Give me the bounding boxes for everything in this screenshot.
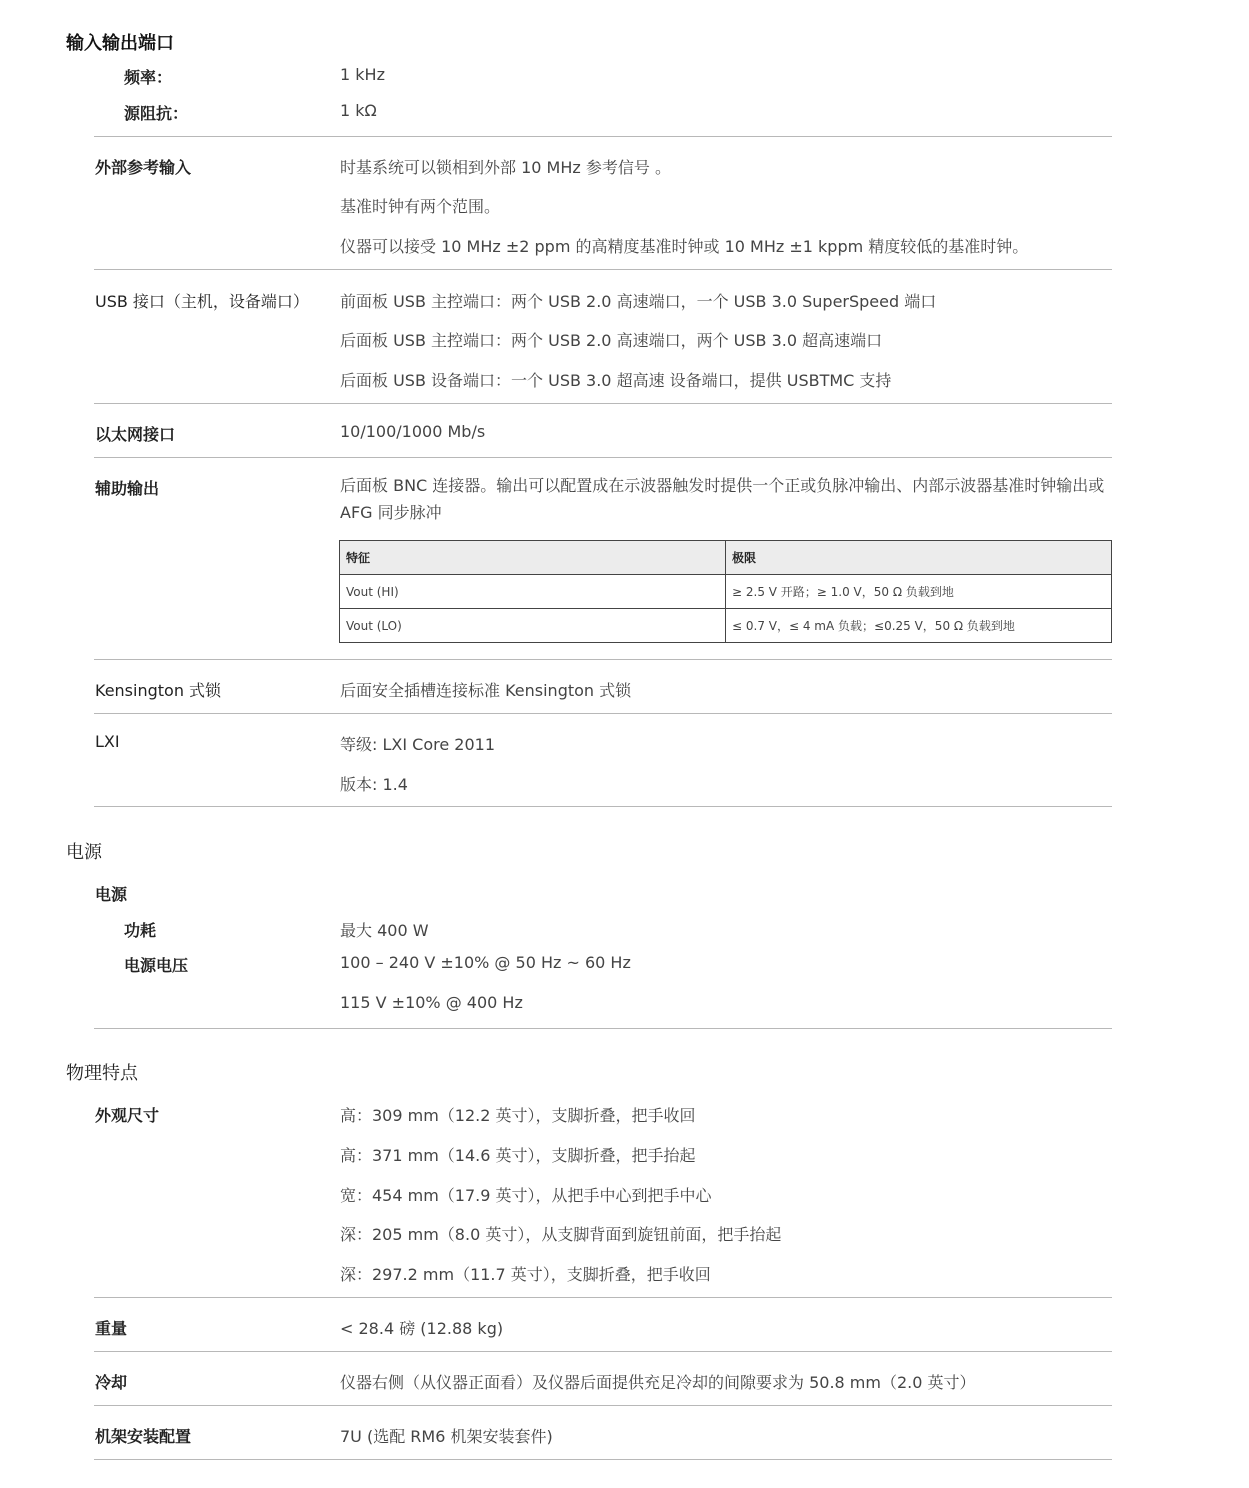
divider — [94, 269, 1112, 270]
ethernet-label: 以太网接口 — [95, 425, 176, 444]
power-subheading: 电源 — [95, 885, 128, 904]
dimension-line: 深：297.2 mm（11.7 英寸），支脚折叠，把手收回 — [340, 1265, 711, 1284]
lxi-line: 等级: LXI Core 2011 — [340, 735, 495, 754]
divider — [94, 1028, 1112, 1029]
consumption-label: 功耗 — [124, 921, 157, 940]
frequency-label: 频率： — [124, 68, 173, 87]
ext-ref-line: 基准时钟有两个范围。 — [340, 197, 501, 216]
io-heading: 输入输出端口 — [66, 33, 174, 54]
dimension-line: 宽：454 mm（17.9 英寸），从把手中心到把手中心 — [340, 1186, 712, 1205]
lxi-line: 版本: 1.4 — [340, 775, 408, 794]
table-cell: Vout (HI) — [340, 575, 726, 609]
table-header-feature: 特征 — [340, 541, 726, 575]
table-row — [340, 609, 1112, 643]
table-cell: ≥ 2.5 V 开路；≥ 1.0 V，50 Ω 负载到地 — [726, 575, 1112, 609]
weight-value: < 28.4 磅 (12.88 kg) — [340, 1319, 504, 1338]
divider — [94, 1351, 1112, 1352]
table-cell: Vout (LO) — [340, 609, 726, 643]
aux-limits-table — [339, 540, 1112, 643]
rack-value: 7U (选配 RM6 机架安装套件) — [340, 1427, 553, 1446]
impedance-value: 1 kΩ — [340, 101, 377, 120]
cooling-label: 冷却 — [95, 1373, 128, 1392]
frequency-value: 1 kHz — [340, 65, 385, 84]
table-cell: ≤ 0.7 V，≤ 4 mA 负载；≤0.25 V，50 Ω 负载到地 — [726, 609, 1112, 643]
kensington-label: Kensington 式锁 — [95, 681, 222, 700]
aux-label: 辅助输出 — [95, 479, 160, 498]
dimension-line: 高：309 mm（12.2 英寸），支脚折叠，把手收回 — [340, 1106, 696, 1125]
divider — [94, 806, 1112, 807]
divider — [94, 1459, 1112, 1460]
usb-line: 后面板 USB 设备端口：一个 USB 3.0 超高速 设备端口，提供 USBTMC 支持 — [340, 371, 892, 390]
divider — [94, 136, 1112, 137]
rack-label: 机架安装配置 — [95, 1427, 192, 1446]
voltage-line: 100 – 240 V ±10% @ 50 Hz ~ 60 Hz — [340, 953, 631, 972]
physical-section-heading: 物理特点 — [66, 1063, 138, 1084]
ethernet-value: 10/100/1000 Mb/s — [340, 422, 486, 441]
table-header-limit: 极限 — [726, 541, 1112, 575]
ext-ref-label: 外部参考输入 — [95, 158, 192, 177]
usb-line: 前面板 USB 主控端口：两个 USB 2.0 高速端口，一个 USB 3.0 SuperSpeed 端口 — [340, 292, 937, 311]
divider — [94, 659, 1112, 660]
kensington-value: 后面安全插槽连接标准 Kensington 式锁 — [340, 681, 632, 700]
dimension-line: 高：371 mm（14.6 英寸），支脚折叠，把手抬起 — [340, 1146, 696, 1165]
weight-label: 重量 — [95, 1319, 128, 1338]
dimensions-label: 外观尺寸 — [95, 1106, 160, 1125]
dimension-line: 深：205 mm（8.0 英寸），从支脚背面到旋钮前面，把手抬起 — [340, 1225, 782, 1244]
consumption-value: 最大 400 W — [340, 921, 429, 940]
usb-line: 后面板 USB 主控端口：两个 USB 2.0 高速端口，两个 USB 3.0 超高速端口 — [340, 331, 883, 350]
usb-label: USB 接口（主机，设备端口） — [95, 292, 309, 311]
divider — [94, 713, 1112, 714]
table-row — [340, 575, 1112, 609]
lxi-label: LXI — [95, 732, 120, 751]
divider — [94, 403, 1112, 404]
divider — [94, 1297, 1112, 1298]
ext-ref-line: 仪器可以接受 10 MHz ±2 ppm 的高精度基准时钟或 10 MHz ±1 kppm 精度较低的基准时钟。 — [340, 237, 1029, 256]
cooling-value: 仪器右侧（从仪器正面看）及仪器后面提供充足冷却的间隙要求为 50.8 mm（2.0 英寸） — [340, 1373, 976, 1392]
divider — [94, 1405, 1112, 1406]
divider — [94, 457, 1112, 458]
aux-description: 后面板 BNC 连接器。输出可以配置成在示波器触发时提供一个正或负脉冲输出、内部示波器基准时钟输出或 AFG 同步脉冲 — [340, 476, 1105, 522]
impedance-label: 源阻抗： — [124, 104, 189, 123]
voltage-line: 115 V ±10% @ 400 Hz — [340, 993, 523, 1012]
power-section-heading: 电源 — [66, 842, 102, 863]
voltage-label: 电源电压 — [124, 956, 189, 975]
ext-ref-line: 时基系统可以锁相到外部 10 MHz 参考信号 。 — [340, 158, 671, 177]
